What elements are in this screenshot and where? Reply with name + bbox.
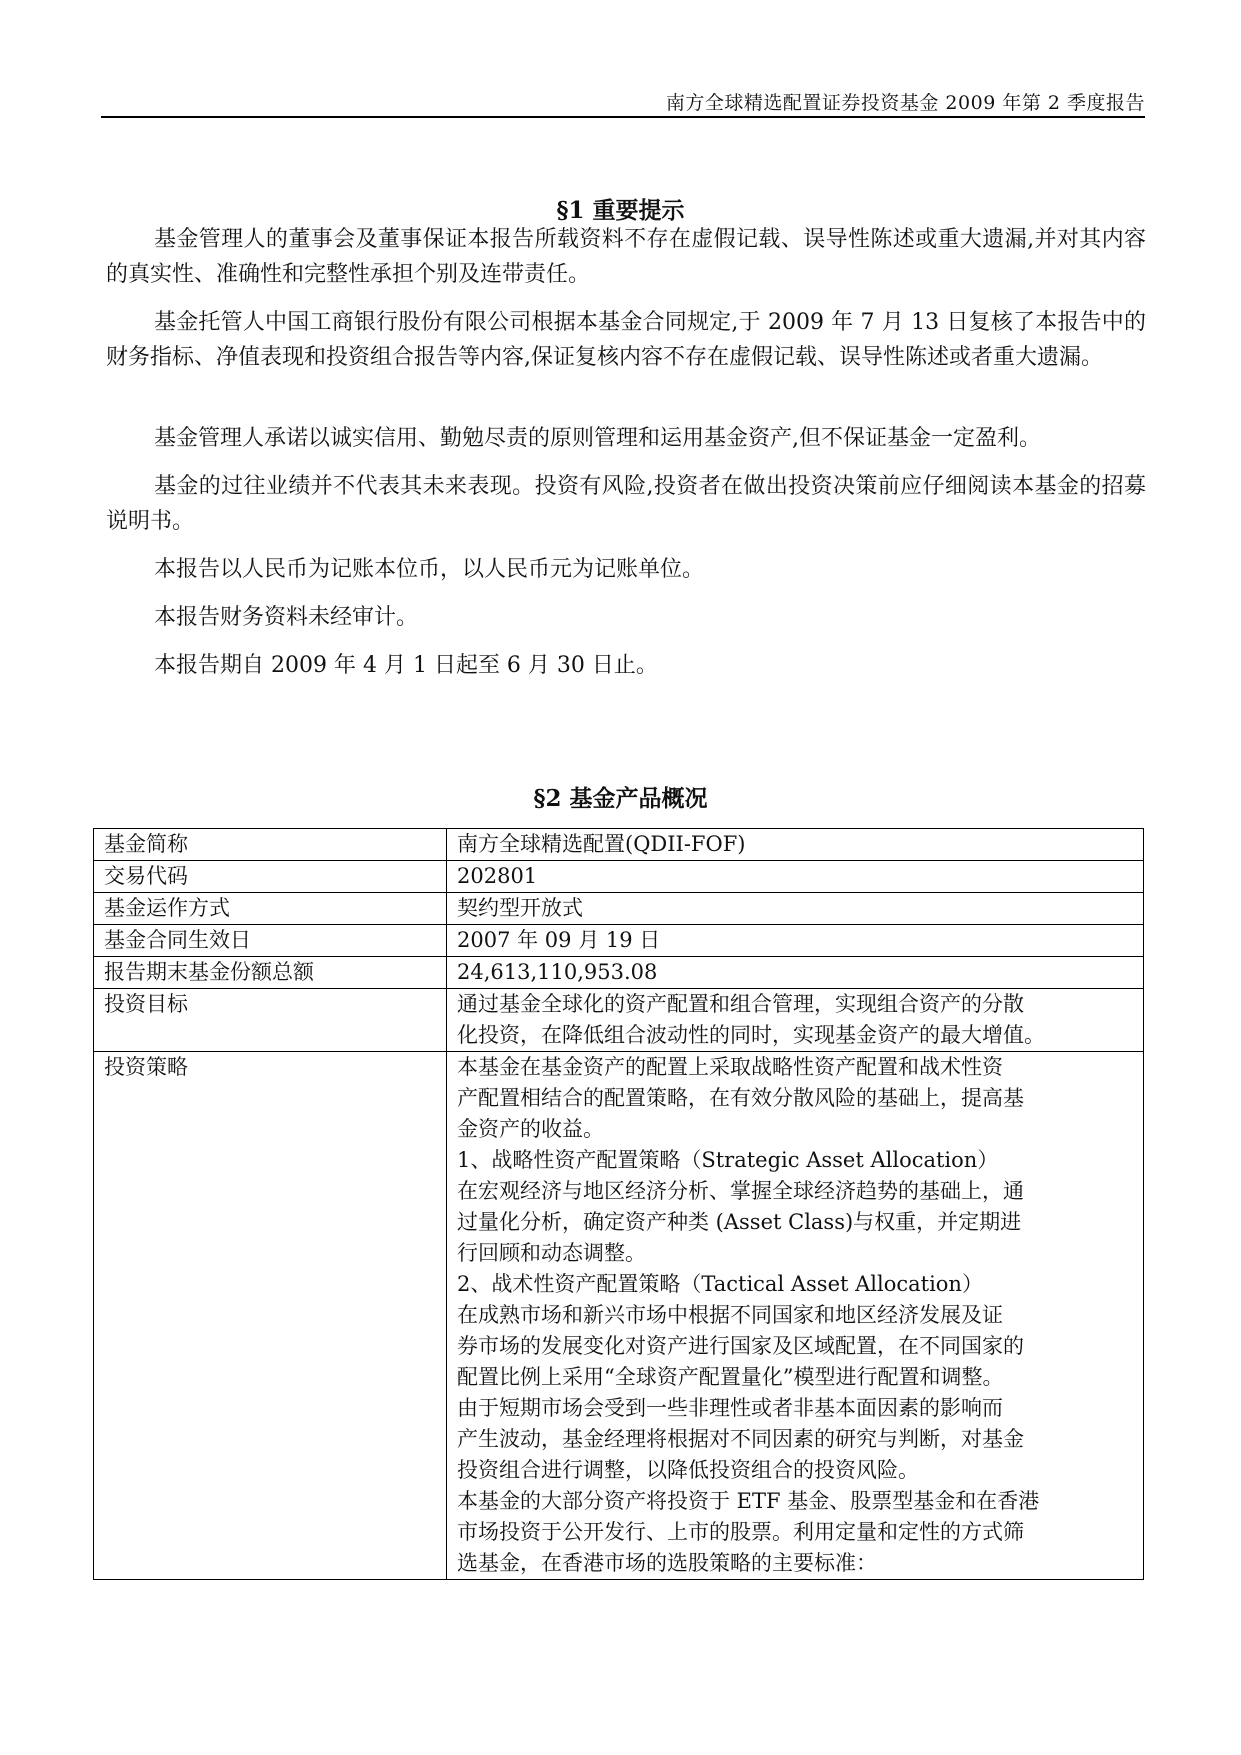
- row-label: 投资目标: [94, 989, 447, 1052]
- value-line: 金资产的收益。: [457, 1117, 604, 1141]
- row-value: [447, 861, 1144, 893]
- header-title: 南方全球精选配置证券投资基金 2009 年第 2 季度报告: [665, 92, 1145, 114]
- value-line: 南方全球精选配置(QDII-FOF): [457, 832, 746, 856]
- row-label: 基金运作方式: [94, 893, 447, 925]
- row-value: [447, 1052, 1144, 1580]
- value-line: 在成熟市场和新兴市场中根据不同国家和地区经济发展及证: [457, 1303, 1003, 1327]
- section1-title: §1 重要提示: [556, 197, 685, 224]
- value-line: 过量化分析，确定资产种类 (Asset Class)与权重，并定期进: [457, 1210, 1022, 1234]
- table-row: [94, 861, 1144, 893]
- row-label: 基金简称: [94, 829, 447, 861]
- value-line: 由于短期市场会受到一些非理性或者非基本面因素的影响而: [457, 1396, 1003, 1420]
- value-line: 契约型开放式: [457, 896, 583, 920]
- row-label: 交易代码: [94, 861, 447, 893]
- value-line: 在宏观经济与地区经济分析、掌握全球经济趋势的基础上，通: [457, 1179, 1024, 1203]
- value-line: 2007 年 09 月 19 日: [457, 928, 661, 952]
- table-row: [94, 925, 1144, 957]
- value-line: 通过基金全球化的资产配置和组合管理，实现组合资产的分散: [457, 992, 1024, 1016]
- row-value: [447, 893, 1144, 925]
- fund-overview-table: [93, 828, 1144, 1580]
- section1-paragraph: 基金管理人的董事会及董事保证本报告所载资料不存在虚假记载、误导性陈述或重大遗漏,并对其内容的真实性、准确性和完整性承担个别及连带责任。: [106, 227, 1146, 287]
- section1-paragraph: 基金的过往业绩并不代表其未来表现。投资有风险,投资者在做出投资决策前应仔细阅读本基金的招募说明书。: [106, 474, 1146, 534]
- row-label: 报告期末基金份额总额: [94, 957, 447, 989]
- section1-paragraph: 基金管理人承诺以诚实信用、勤勉尽责的原则管理和运用基金资产,但不保证基金一定盈利。: [154, 426, 1041, 451]
- value-line: 产生波动，基金经理将根据对不同因素的研究与判断，对基金: [457, 1427, 1024, 1451]
- value-line: 2、战术性资产配置策略（Tactical Asset Allocation）: [457, 1272, 983, 1296]
- section1-paragraph: 本报告期自 2009 年 4 月 1 日起至 6 月 30 日止。: [154, 653, 658, 678]
- row-value: [447, 925, 1144, 957]
- value-line: 本基金的大部分资产将投资于 ETF 基金、股票型基金和在香港: [457, 1489, 1040, 1513]
- row-label: 投资策略: [94, 1052, 447, 1580]
- table-row: [94, 989, 1144, 1052]
- value-line: 投资组合进行调整，以降低投资组合的投资风险。: [457, 1458, 919, 1482]
- value-line: 选基金，在香港市场的选股策略的主要标准：: [457, 1551, 877, 1575]
- value-line: 化投资，在降低组合波动性的同时，实现基金资产的最大增值。: [457, 1023, 1045, 1047]
- value-line: 1、战略性资产配置策略（Strategic Asset Allocation）: [457, 1148, 999, 1172]
- section1-paragraph: 基金托管人中国工商银行股份有限公司根据本基金合同规定,于 2009 年 7 月 13 日复核了本报告中的财务指标、净值表现和投资组合报告等内容,保证复核内容不存在虚假记载、误导性陈述或者重大遗漏。: [106, 310, 1146, 370]
- table-row: [94, 957, 1144, 989]
- value-line: 202801: [457, 864, 538, 888]
- row-value: [447, 829, 1144, 861]
- section2-title: §2 基金产品概况: [533, 785, 708, 812]
- section1-paragraph: 本报告以人民币为记账本位币，以人民币元为记账单位。: [154, 557, 705, 582]
- value-line: 配置比例上采用“全球资产配置量化”模型进行配置和调整。: [457, 1365, 1004, 1389]
- table-row: [94, 829, 1144, 861]
- page-header: [101, 84, 1145, 118]
- value-line: 行回顾和动态调整。: [457, 1241, 646, 1265]
- value-line: 24,613,110,953.08: [457, 960, 658, 984]
- section1-paragraph: 本报告财务资料未经审计。: [154, 605, 419, 630]
- row-label: 基金合同生效日: [94, 925, 447, 957]
- row-value: [447, 989, 1144, 1052]
- value-line: 券市场的发展变化对资产进行国家及区域配置，在不同国家的: [457, 1334, 1024, 1358]
- value-line: 产配置相结合的配置策略，在有效分散风险的基础上，提高基: [457, 1086, 1024, 1110]
- value-line: 本基金在基金资产的配置上采取战略性资产配置和战术性资: [457, 1055, 1003, 1079]
- value-line: 市场投资于公开发行、上市的股票。利用定量和定性的方式筛: [457, 1520, 1024, 1544]
- row-value: [447, 957, 1144, 989]
- table-row: [94, 893, 1144, 925]
- table-row: [94, 1052, 1144, 1580]
